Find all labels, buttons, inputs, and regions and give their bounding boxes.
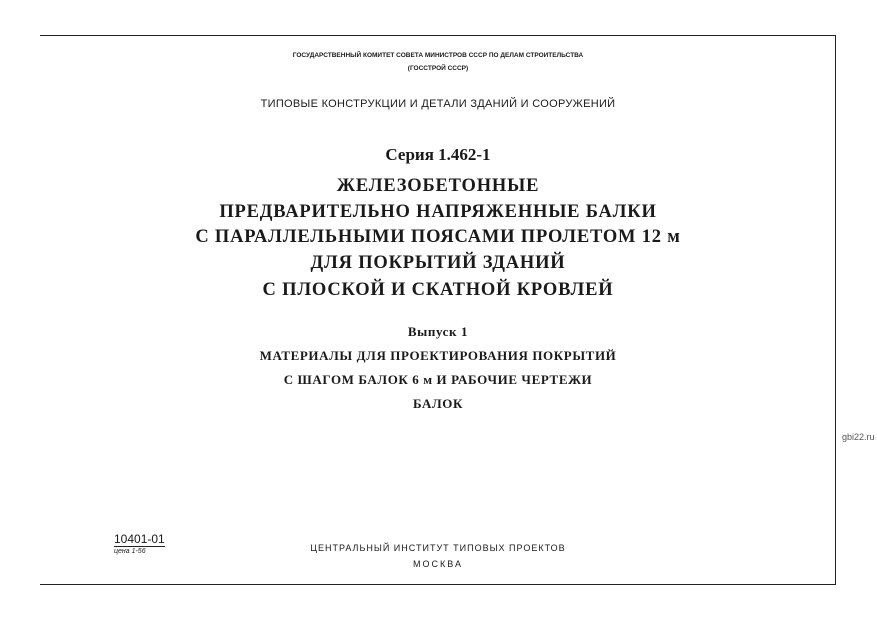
title-line: ПРЕДВАРИТЕЛЬНО НАПРЯЖЕННЫЕ БАЛКИ	[219, 202, 657, 222]
title-line: С ПАРАЛЛЕЛЬНЫМИ ПОЯСАМИ ПРОЛЕТОМ 12 м	[195, 227, 681, 247]
gosstroy-label: (ГОССТРОЙ СССР)	[407, 65, 469, 72]
city: МОСКВА	[413, 559, 463, 569]
title-line: С ПЛОСКОЙ И СКАТНОЙ КРОВЛЕЙ	[262, 280, 614, 300]
subtitle: ТИПОВЫЕ КОНСТРУКЦИИ И ДЕТАЛИ ЗДАНИЙ И СООРУЖЕНИЙ	[260, 98, 616, 110]
watermark: gbi22.ru	[842, 432, 875, 442]
page-frame	[40, 35, 836, 585]
committee-header: ГОСУДАРСТВЕННЫЙ КОМИТЕТ СОВЕТА МИНИСТРОВ СССР ПО ДЕЛАМ СТРОИТЕЛЬСТВА	[292, 52, 584, 59]
issue-line: БАЛОК	[412, 396, 464, 411]
title-line: ДЛЯ ПОКРЫТИЙ ЗДАНИЙ	[310, 253, 566, 273]
title-line: ЖЕЛЕЗОБЕТОННЫЕ	[336, 176, 540, 196]
document-code: 10401-01	[114, 532, 165, 546]
price: цена 1-56	[114, 548, 146, 555]
issue-line: С ШАГОМ БАЛОК 6 м И РАБОЧИЕ ЧЕРТЕЖИ	[283, 372, 593, 387]
series-number: Серия 1.462-1	[385, 145, 491, 164]
institute-name: ЦЕНТРАЛЬНЫЙ ИНСТИТУТ ТИПОВЫХ ПРОЕКТОВ	[310, 543, 566, 553]
issue-label: Выпуск 1	[407, 324, 469, 339]
issue-line: МАТЕРИАЛЫ ДЛЯ ПРОЕКТИРОВАНИЯ ПОКРЫТИЙ	[259, 348, 617, 363]
